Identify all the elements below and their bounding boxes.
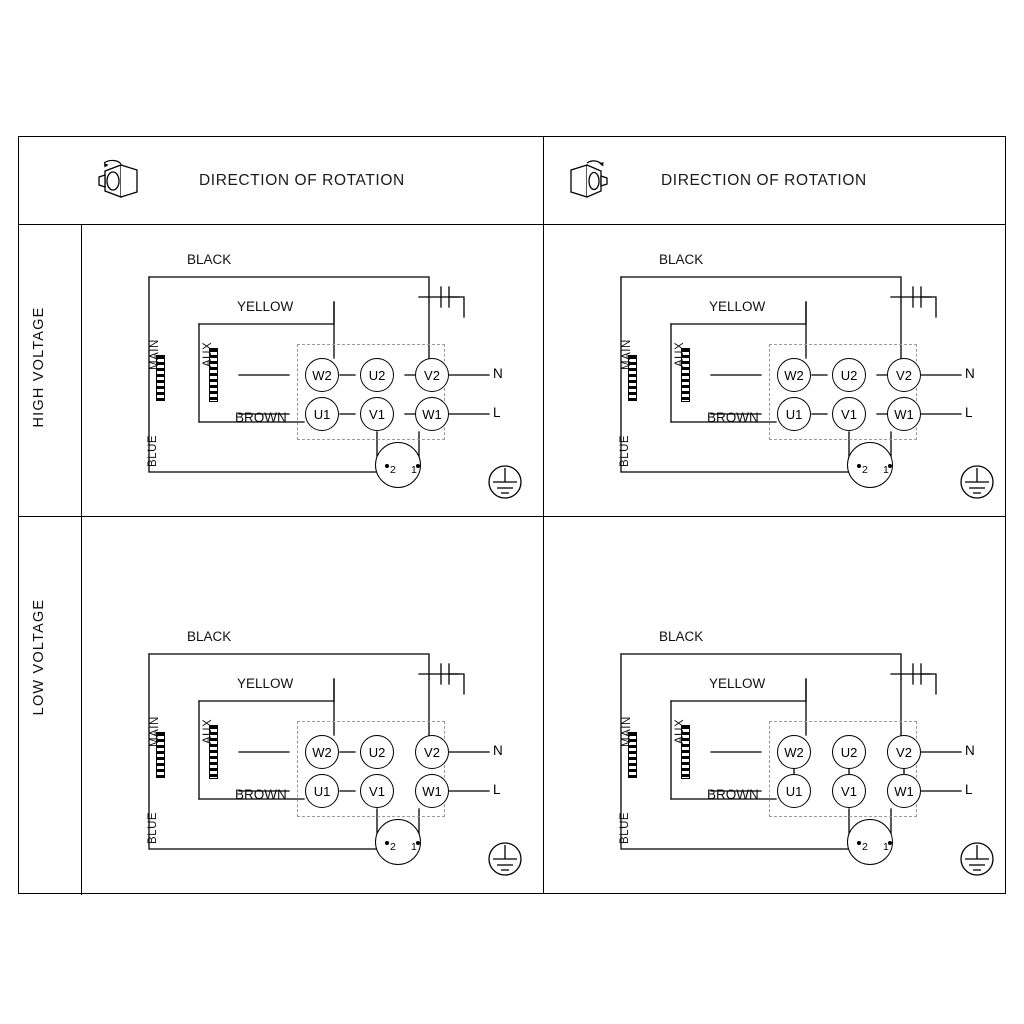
supply-label-l: L xyxy=(965,782,973,797)
terminal-u2[interactable]: U2 xyxy=(832,735,866,769)
supply-label-l: L xyxy=(493,405,501,420)
capacitor-pin-1: 1 xyxy=(883,841,889,853)
capacitor-pin-2: 2 xyxy=(390,841,396,853)
column-header-left xyxy=(91,137,405,224)
terminal-w2[interactable]: W2 xyxy=(777,358,811,392)
table-divider-header xyxy=(19,224,1005,225)
terminal-u1[interactable]: U1 xyxy=(777,774,811,808)
wiring-diagram-table xyxy=(18,136,1006,894)
motor-shaft-ccw-icon xyxy=(91,157,151,205)
winding-label-main: MAIN xyxy=(621,339,633,370)
row-label-high-voltage: HIGH VOLTAGE xyxy=(31,306,47,428)
column-header-right-label: DIRECTION OF ROTATION xyxy=(661,171,867,189)
capacitor-pin-1: 1 xyxy=(411,841,417,853)
terminal-w2[interactable]: W2 xyxy=(305,735,339,769)
column-header-left-label: DIRECTION OF ROTATION xyxy=(199,171,405,189)
capacitor-pin-2: 2 xyxy=(390,464,396,476)
terminal-w1[interactable]: W1 xyxy=(887,774,921,808)
wire-label-black: BLACK xyxy=(659,252,704,267)
wire-label-yellow: YELLOW xyxy=(237,299,294,314)
terminal-v1[interactable]: V1 xyxy=(832,774,866,808)
wire-label-blue: BLUE xyxy=(619,434,631,467)
panel-high-voltage-left xyxy=(119,242,539,532)
winding-label-main: MAIN xyxy=(621,716,633,747)
winding-label-main: MAIN xyxy=(149,339,161,370)
supply-label-n: N xyxy=(965,743,975,758)
wire-label-brown: BROWN xyxy=(235,787,287,802)
capacitor-pin-2: 2 xyxy=(862,464,868,476)
terminal-w1[interactable]: W1 xyxy=(415,774,449,808)
terminal-w1[interactable]: W1 xyxy=(887,397,921,431)
wire-label-brown: BROWN xyxy=(707,787,759,802)
terminal-u1[interactable]: U1 xyxy=(305,397,339,431)
earth-symbol xyxy=(961,843,993,875)
earth-symbol xyxy=(961,466,993,498)
column-header-right xyxy=(553,137,867,224)
supply-label-l: L xyxy=(965,405,973,420)
winding-label-main: MAIN xyxy=(149,716,161,747)
terminal-v2[interactable]: V2 xyxy=(887,358,921,392)
terminal-w1[interactable]: W1 xyxy=(415,397,449,431)
panel-low-voltage-right xyxy=(591,619,1011,909)
wire-label-yellow: YELLOW xyxy=(709,676,766,691)
capacitor-dot-2 xyxy=(857,841,861,845)
wire-label-black: BLACK xyxy=(659,629,704,644)
terminal-u1[interactable]: U1 xyxy=(305,774,339,808)
terminal-v2[interactable]: V2 xyxy=(415,735,449,769)
terminal-v1[interactable]: V1 xyxy=(360,397,394,431)
panel-low-voltage-left xyxy=(119,619,539,909)
terminal-v1[interactable]: V1 xyxy=(360,774,394,808)
wire-label-brown: BROWN xyxy=(707,410,759,425)
wire-label-black: BLACK xyxy=(187,629,232,644)
wire-label-blue: BLUE xyxy=(147,434,159,467)
supply-label-n: N xyxy=(493,366,503,381)
wire-label-black: BLACK xyxy=(187,252,232,267)
winding-label-aux: AUX xyxy=(674,341,686,367)
table-divider-rowlabel xyxy=(81,224,82,895)
capacitor-dot-2 xyxy=(385,464,389,468)
terminal-v2[interactable]: V2 xyxy=(887,735,921,769)
capacitor-pin-1: 1 xyxy=(883,464,889,476)
supply-label-n: N xyxy=(965,366,975,381)
winding-label-aux: AUX xyxy=(674,718,686,744)
terminal-w2[interactable]: W2 xyxy=(305,358,339,392)
row-label-low-voltage: LOW VOLTAGE xyxy=(31,598,47,716)
capacitor-pin-1: 1 xyxy=(411,464,417,476)
terminal-u2[interactable]: U2 xyxy=(360,358,394,392)
earth-symbol xyxy=(489,843,521,875)
wire-label-yellow: YELLOW xyxy=(237,676,294,691)
terminal-v1[interactable]: V1 xyxy=(832,397,866,431)
terminal-v2[interactable]: V2 xyxy=(415,358,449,392)
supply-label-n: N xyxy=(493,743,503,758)
capacitor-dot-2 xyxy=(385,841,389,845)
capacitor-dot-2 xyxy=(857,464,861,468)
terminal-u2[interactable]: U2 xyxy=(360,735,394,769)
table-divider-columns xyxy=(543,137,544,893)
wire-label-brown: BROWN xyxy=(235,410,287,425)
terminal-u2[interactable]: U2 xyxy=(832,358,866,392)
terminal-u1[interactable]: U1 xyxy=(777,397,811,431)
winding-label-aux: AUX xyxy=(202,718,214,744)
wire-label-yellow: YELLOW xyxy=(709,299,766,314)
capacitor-pin-2: 2 xyxy=(862,841,868,853)
supply-label-l: L xyxy=(493,782,501,797)
winding-label-aux: AUX xyxy=(202,341,214,367)
motor-shaft-cw-icon xyxy=(553,157,613,205)
earth-symbol xyxy=(489,466,521,498)
wire-label-blue: BLUE xyxy=(147,811,159,844)
panel-high-voltage-right xyxy=(591,242,1011,532)
wire-label-blue: BLUE xyxy=(619,811,631,844)
terminal-w2[interactable]: W2 xyxy=(777,735,811,769)
